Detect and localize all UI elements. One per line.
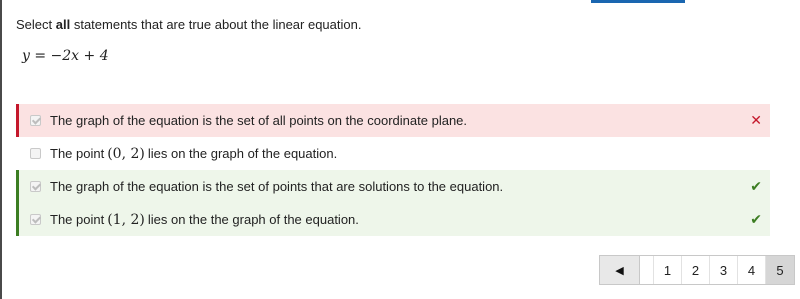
previous-page-button[interactable] — [600, 256, 640, 284]
page-button-2[interactable]: 2 — [682, 256, 710, 284]
answer-options — [16, 104, 770, 236]
top-accent-bar — [591, 0, 685, 3]
option-4[interactable] — [16, 203, 770, 236]
option-text-end: lies on the the graph of the equation. — [147, 212, 359, 227]
pagination — [599, 255, 795, 285]
incorrect-x-icon: ✕ — [750, 112, 762, 128]
option-1[interactable] — [16, 104, 770, 137]
page-button-4[interactable]: 4 — [738, 256, 766, 284]
prompt-text-start: Select — [16, 17, 56, 32]
pagination-spacer — [640, 256, 654, 284]
prompt-text-end: statements that are true about the linear equation. — [70, 17, 362, 32]
option-text: The point — [50, 146, 105, 161]
option-text: The point — [50, 212, 105, 227]
correct-check-icon: ✔ — [750, 178, 762, 194]
page-button-3[interactable]: 3 — [710, 256, 738, 284]
option-text: The graph of the equation is the set of points that are solutions to the equation. — [50, 179, 504, 194]
option-text: The graph of the equation is the set of all points on the coordinate plane. — [50, 113, 468, 128]
page-button-1[interactable]: 1 — [654, 256, 682, 284]
prompt-emphasis: all — [55, 17, 71, 32]
option-text-end: lies on the graph of the equation. — [147, 146, 338, 161]
correct-check-icon: ✔ — [750, 211, 762, 227]
option-3[interactable] — [16, 170, 770, 203]
caret-left-icon: ◀ — [615, 264, 624, 277]
checkbox-unchecked-icon[interactable] — [30, 148, 41, 159]
page-button-5[interactable]: 5 — [766, 256, 794, 284]
option-math: (1, 2) — [107, 211, 145, 228]
question-prompt — [16, 17, 361, 32]
option-2[interactable] — [16, 137, 770, 170]
left-edge-border — [0, 0, 2, 299]
option-math: (0, 2) — [107, 145, 145, 162]
checkbox-checked-icon[interactable] — [30, 181, 41, 192]
equation: y = −2x + 4 — [22, 48, 109, 64]
checkbox-checked-icon[interactable] — [30, 115, 41, 126]
checkbox-checked-icon[interactable] — [30, 214, 41, 225]
